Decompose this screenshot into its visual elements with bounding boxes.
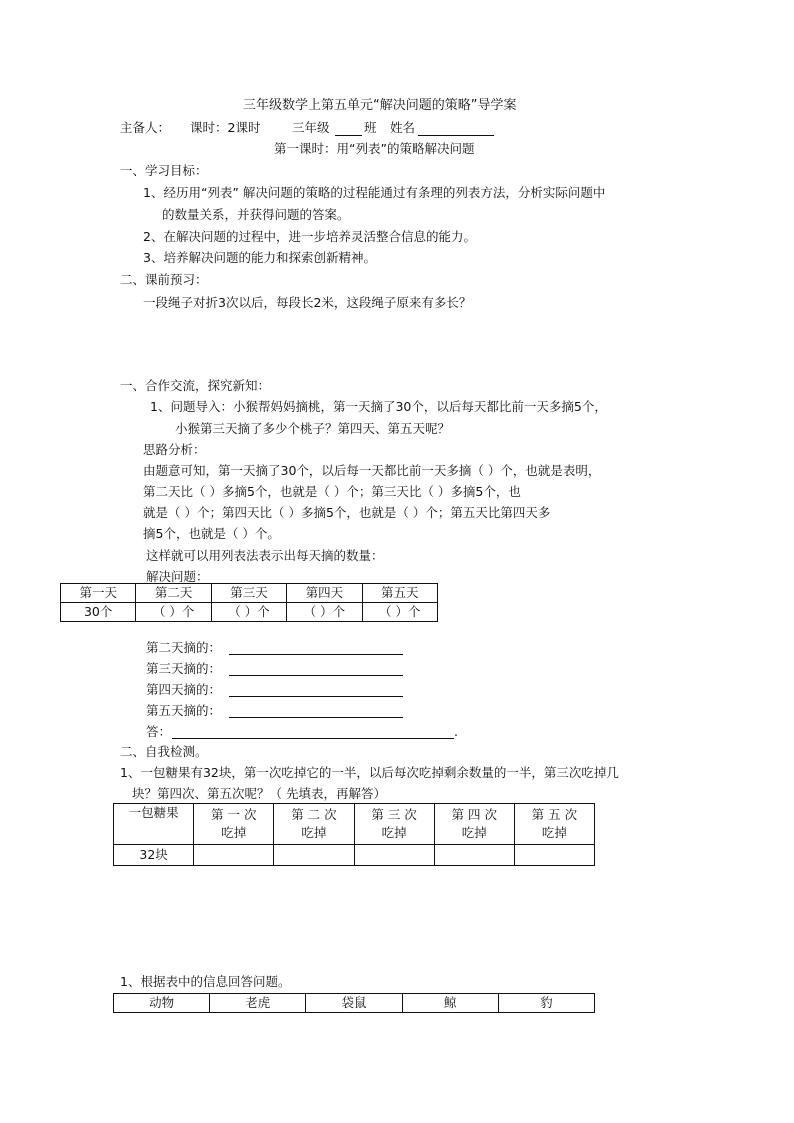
day4-answer-line[interactable] — [229, 696, 403, 697]
page-title: 三年级数学上第五单元“解决问题的策略”导学案 — [243, 98, 517, 113]
table-row — [61, 584, 438, 603]
intro-question-line2: 小猴第三天摘了多少个桃子？第四天、第五天呢？ — [175, 421, 451, 436]
table-cell-blank[interactable] — [434, 845, 514, 866]
table-row — [114, 804, 595, 845]
table-header-cell: 动物 — [114, 994, 210, 1013]
goals-heading: 一、学习目标： — [120, 163, 208, 178]
table-header-cell: 第 四 次 吃掉 — [434, 804, 514, 845]
table-header-cell: 第三天 — [211, 584, 286, 603]
goal-2: 2、在解决问题的过程中，进一步培养灵活整合信息的能力。 — [143, 229, 476, 244]
class-suffix: 班 — [364, 120, 377, 135]
day5-label: 第五天摘的： — [146, 703, 222, 718]
table-cell-blank[interactable] — [194, 845, 274, 866]
day2-answer-line[interactable] — [229, 654, 403, 655]
peach-table — [60, 583, 438, 622]
analysis-line1: 由题意可知，第一天摘了30个，以后每一天都比前一天多摘（ ）个，也就是表明， — [143, 463, 601, 478]
preview-question: 一段绳子对折3次以后，每段长2米，这段绳子原来有多长？ — [143, 295, 472, 310]
period-label: 课时：2课时 — [190, 120, 261, 135]
candy-table — [113, 803, 595, 866]
table-header-cell: 老虎 — [210, 994, 306, 1013]
goal-3: 3、培养解决问题的能力和探索创新精神。 — [143, 250, 376, 265]
selfcheck-heading: 二、自我检测。 — [120, 744, 208, 759]
table-header-cell: 第四天 — [287, 584, 362, 603]
host-label: 主备人： — [120, 120, 171, 135]
table-row — [61, 603, 438, 622]
table-intro: 这样就可以用列表法表示出每天摘的数量： — [146, 548, 384, 563]
table-cell-blank[interactable] — [514, 845, 594, 866]
solve-label: 解决问题： — [146, 569, 209, 584]
analysis-line3: 就是（ ）个；第四天比（ ）多摘5个，也就是（ ）个；第五天比第四天多 — [143, 505, 551, 520]
goal-1-line1: 1、经历用“列表” 解决问题的策略的过程能通过有条理的列表方法，分析实际问题中 — [143, 185, 606, 200]
table-row — [114, 994, 595, 1013]
selfcheck-question-line2: 块？第四次、第五次呢？（ 先填表，再解答） — [132, 786, 386, 801]
table-header-cell: 豹 — [498, 994, 594, 1013]
analysis-label: 思路分析： — [143, 442, 206, 457]
analysis-line4: 摘5个，也就是（ ）个。 — [143, 526, 280, 541]
answer-line[interactable] — [172, 738, 454, 739]
candy-header-label: 一包糖果 — [128, 805, 179, 820]
explore-heading: 一、合作交流，探究新知： — [120, 378, 271, 393]
info-question: 1、根据表中的信息回答问题。 — [120, 974, 291, 989]
table-header-cell: 鲸 — [402, 994, 498, 1013]
table-header-cell: 第 二 次 吃掉 — [274, 804, 354, 845]
table-cell-blank[interactable] — [354, 845, 434, 866]
day3-answer-line[interactable] — [229, 675, 403, 676]
name-blank[interactable] — [418, 121, 494, 136]
animal-table — [113, 993, 595, 1013]
day5-answer-line[interactable] — [229, 717, 403, 718]
table-header-cell — [114, 804, 194, 845]
selfcheck-question-line1: 1、一包糖果有32块，第一次吃掉它的一半，以后每次吃掉剩余数量的一半，第三次吃掉几 — [120, 765, 619, 780]
day3-label: 第三天摘的： — [146, 661, 222, 676]
table-header-cell: 第五天 — [362, 584, 437, 603]
answer-end-mark: . — [454, 724, 458, 739]
table-header-cell: 袋鼠 — [306, 994, 402, 1013]
table-cell-blank[interactable]: （ ）个 — [362, 603, 437, 622]
day4-label: 第四天摘的： — [146, 682, 222, 697]
table-cell: 30个 — [61, 603, 136, 622]
table-cell-blank[interactable]: （ ）个 — [211, 603, 286, 622]
table-row — [114, 845, 595, 866]
table-cell-blank[interactable]: （ ）个 — [287, 603, 362, 622]
goal-1-line2: 的数量关系，并获得问题的答案。 — [162, 207, 350, 222]
name-label: 姓名 — [390, 120, 416, 135]
analysis-line2: 第二天比（ ）多摘5个，也就是（ ）个；第三天比（ ）多摘5个，也 — [143, 484, 521, 499]
grade-label: 三年级 — [292, 120, 330, 135]
table-header-cell: 第二天 — [136, 584, 211, 603]
table-header-cell: 第一天 — [61, 584, 136, 603]
table-header-cell: 第 五 次 吃掉 — [514, 804, 594, 845]
table-header-cell: 第 三 次 吃掉 — [354, 804, 434, 845]
answer-label: 答： — [146, 724, 172, 739]
day2-label: 第二天摘的： — [146, 640, 222, 655]
class-blank[interactable] — [335, 121, 362, 136]
table-cell-blank[interactable] — [274, 845, 354, 866]
intro-question-line1: 1、问题导入：小猴帮妈妈摘桃，第一天摘了30个，以后每天都比前一天多摘5个， — [150, 399, 607, 414]
lesson-subtitle: 第一课时：用“列表”的策略解决问题 — [274, 141, 475, 156]
table-cell: 32块 — [114, 845, 194, 866]
preview-heading: 二、课前预习： — [120, 272, 208, 287]
table-header-cell: 第 一 次 吃掉 — [194, 804, 274, 845]
table-cell-blank[interactable]: （ ）个 — [136, 603, 211, 622]
